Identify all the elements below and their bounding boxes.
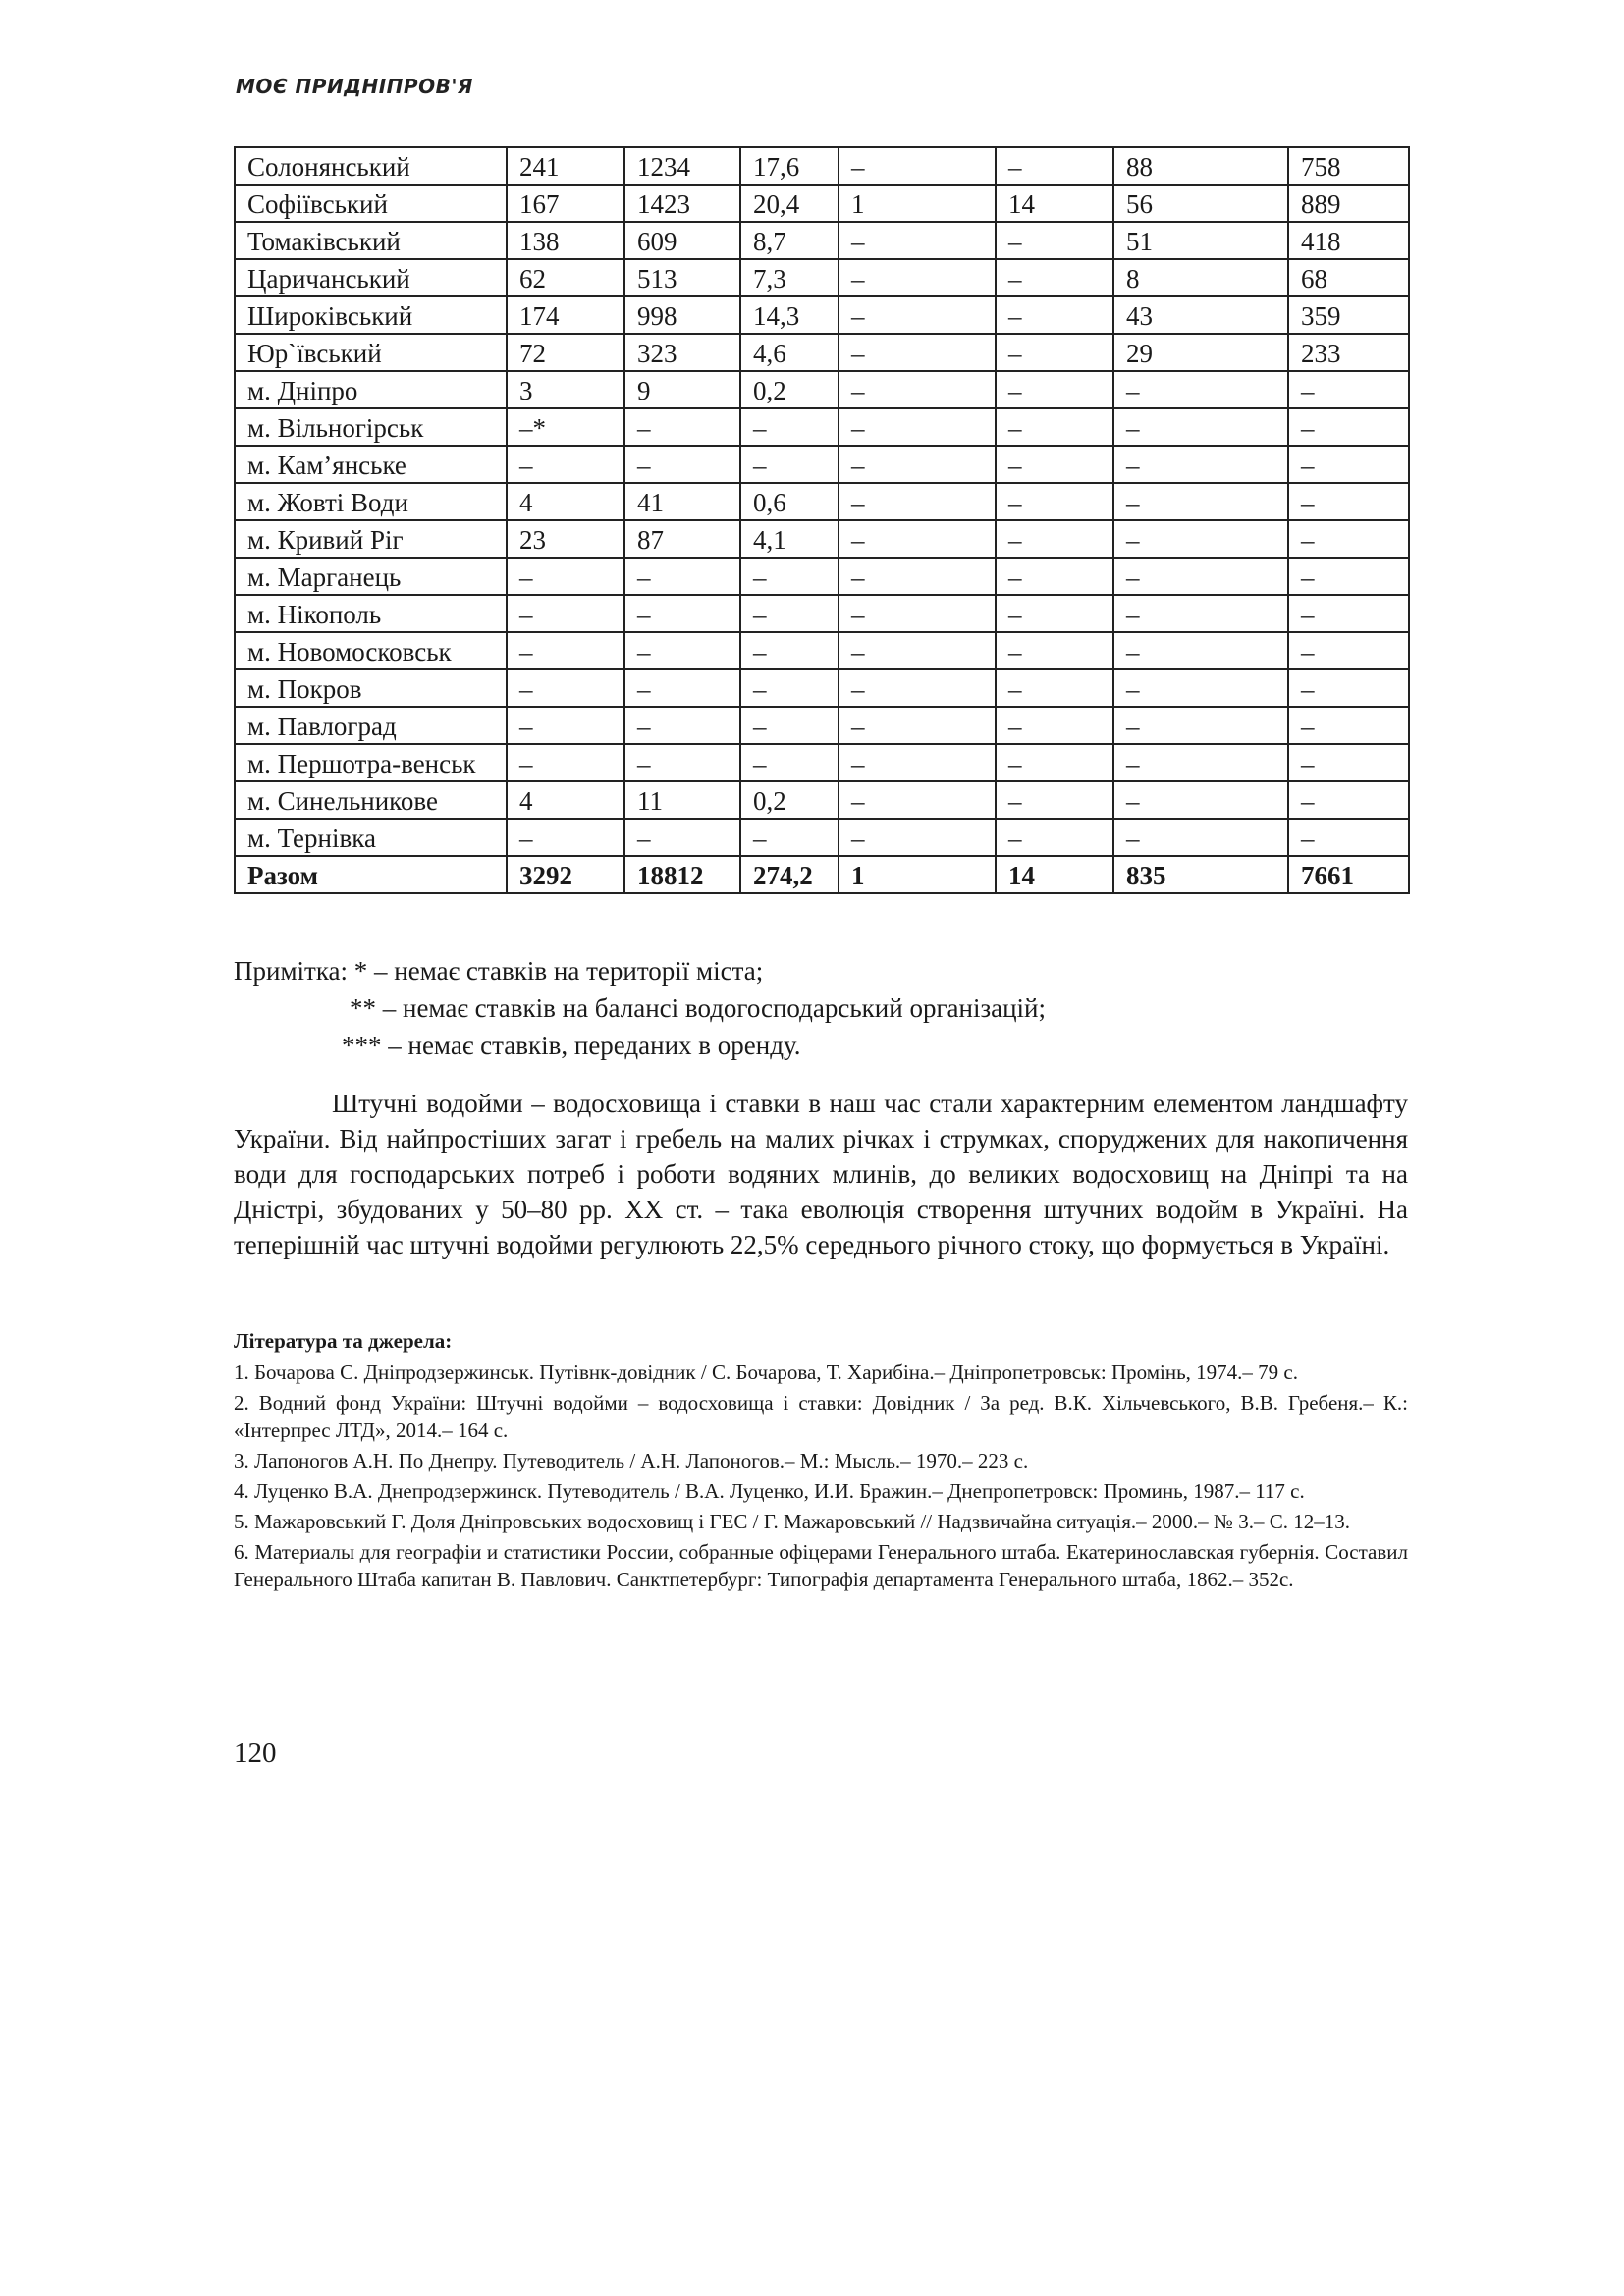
value-cell: – xyxy=(1288,446,1409,483)
value-cell: – xyxy=(624,632,740,669)
district-name-cell: м. Вільногірськ xyxy=(235,408,507,446)
value-cell: – xyxy=(1113,483,1288,520)
value-cell: –* xyxy=(507,408,624,446)
value-cell: 8 xyxy=(1113,259,1288,296)
total-value-cell: 3292 xyxy=(507,856,624,893)
district-name-cell: м. Марганець xyxy=(235,558,507,595)
district-name-cell: м. Кривий Ріг xyxy=(235,520,507,558)
table-row xyxy=(235,446,1409,483)
table-row xyxy=(235,296,1409,334)
value-cell: – xyxy=(839,632,996,669)
value-cell: – xyxy=(1113,408,1288,446)
value-cell: – xyxy=(740,558,839,595)
value-cell: – xyxy=(1113,744,1288,781)
district-name-cell: Юр`ївський xyxy=(235,334,507,371)
value-cell: – xyxy=(624,558,740,595)
table-row xyxy=(235,371,1409,408)
value-cell: – xyxy=(1288,595,1409,632)
value-cell: 4 xyxy=(507,483,624,520)
value-cell: – xyxy=(740,446,839,483)
value-cell: 29 xyxy=(1113,334,1288,371)
district-name-cell: м. Першотра-венськ xyxy=(235,744,507,781)
value-cell: – xyxy=(996,259,1113,296)
reference-item: 6. Материалы для географіи и статистики России, собранные офіцерами Генерального штаба. Екатеринославская губернія. Составил Генерального Штаба капитан В. Павлович. Санктпетербург: Типографія департамента Генерального штаба, 1862.– 352с. xyxy=(234,1540,1408,1591)
table-row xyxy=(235,781,1409,819)
value-cell: 998 xyxy=(624,296,740,334)
district-name-cell: м. Дніпро xyxy=(235,371,507,408)
district-name-cell: м. Тернівка xyxy=(235,819,507,856)
references xyxy=(234,1327,1408,1596)
value-cell: – xyxy=(839,259,996,296)
value-cell: – xyxy=(839,371,996,408)
value-cell: – xyxy=(996,558,1113,595)
table-row xyxy=(235,520,1409,558)
district-name-cell: Софіївський xyxy=(235,185,507,222)
total-value-cell: 274,2 xyxy=(740,856,839,893)
value-cell: – xyxy=(1288,408,1409,446)
value-cell: – xyxy=(507,595,624,632)
value-cell: – xyxy=(996,334,1113,371)
value-cell: – xyxy=(507,744,624,781)
value-cell: 87 xyxy=(624,520,740,558)
value-cell: – xyxy=(996,744,1113,781)
value-cell: – xyxy=(1113,781,1288,819)
value-cell: 4,6 xyxy=(740,334,839,371)
value-cell: – xyxy=(839,558,996,595)
district-name-cell: м. Жовті Води xyxy=(235,483,507,520)
table-row xyxy=(235,147,1409,185)
value-cell: – xyxy=(1113,558,1288,595)
reference-item: 3. Лапоногов А.Н. По Днепру. Путеводитель / А.Н. Лапоногов.– М.: Мысль.– 1970.– 223 с. xyxy=(234,1449,1029,1472)
value-cell: – xyxy=(996,669,1113,707)
value-cell: 14,3 xyxy=(740,296,839,334)
note-line-2: ** – немає ставків на балансі водогосподарський організацій; xyxy=(350,993,1047,1023)
value-cell: 51 xyxy=(1113,222,1288,259)
table-row xyxy=(235,222,1409,259)
value-cell: – xyxy=(839,520,996,558)
value-cell: – xyxy=(839,296,996,334)
value-cell: – xyxy=(1113,707,1288,744)
reference-item: 5. Мажаровський Г. Доля Дніпровських водосховищ і ГЕС / Г. Мажаровський // Надзвичайна ситуація.– 2000.– № 3.– С. 12–13. xyxy=(234,1510,1350,1533)
value-cell: – xyxy=(996,520,1113,558)
value-cell: 0,2 xyxy=(740,781,839,819)
value-cell: 72 xyxy=(507,334,624,371)
value-cell: 23 xyxy=(507,520,624,558)
value-cell: 167 xyxy=(507,185,624,222)
table-body xyxy=(235,147,1409,893)
value-cell: 233 xyxy=(1288,334,1409,371)
page-number: 120 xyxy=(234,1737,277,1769)
value-cell: – xyxy=(1288,707,1409,744)
district-name-cell: Широківський xyxy=(235,296,507,334)
value-cell: 513 xyxy=(624,259,740,296)
total-value-cell: 18812 xyxy=(624,856,740,893)
total-value-cell: 835 xyxy=(1113,856,1288,893)
value-cell: 9 xyxy=(624,371,740,408)
value-cell: – xyxy=(1288,819,1409,856)
references-title: Література та джерела: xyxy=(234,1329,453,1353)
value-cell: – xyxy=(1113,669,1288,707)
value-cell: – xyxy=(1288,632,1409,669)
value-cell: 14 xyxy=(996,185,1113,222)
value-cell: 11 xyxy=(624,781,740,819)
value-cell: 3 xyxy=(507,371,624,408)
total-label-cell: Разом xyxy=(235,856,507,893)
district-name-cell: м. Синельникове xyxy=(235,781,507,819)
value-cell: 7,3 xyxy=(740,259,839,296)
value-cell: – xyxy=(507,446,624,483)
value-cell: 889 xyxy=(1288,185,1409,222)
value-cell: 359 xyxy=(1288,296,1409,334)
value-cell: – xyxy=(839,147,996,185)
district-name-cell: Томаківський xyxy=(235,222,507,259)
value-cell: – xyxy=(1113,446,1288,483)
value-cell: – xyxy=(507,819,624,856)
value-cell: – xyxy=(839,819,996,856)
value-cell: 4 xyxy=(507,781,624,819)
value-cell: – xyxy=(624,595,740,632)
value-cell: – xyxy=(839,446,996,483)
value-cell: 8,7 xyxy=(740,222,839,259)
value-cell: 17,6 xyxy=(740,147,839,185)
table-row xyxy=(235,669,1409,707)
value-cell: – xyxy=(839,408,996,446)
table-row xyxy=(235,632,1409,669)
district-name-cell: м. Покров xyxy=(235,669,507,707)
value-cell: – xyxy=(624,669,740,707)
value-cell: – xyxy=(839,744,996,781)
value-cell: – xyxy=(740,669,839,707)
value-cell: 20,4 xyxy=(740,185,839,222)
value-cell: 0,2 xyxy=(740,371,839,408)
value-cell: 68 xyxy=(1288,259,1409,296)
value-cell: – xyxy=(740,408,839,446)
note-line-1: Примітка: * – немає ставків на території міста; xyxy=(234,956,764,986)
value-cell: – xyxy=(624,819,740,856)
value-cell: – xyxy=(624,744,740,781)
value-cell: – xyxy=(839,707,996,744)
value-cell: – xyxy=(996,446,1113,483)
value-cell: – xyxy=(1113,595,1288,632)
district-name-cell: Солонянський xyxy=(235,147,507,185)
value-cell: – xyxy=(740,819,839,856)
value-cell: – xyxy=(839,483,996,520)
value-cell: 138 xyxy=(507,222,624,259)
value-cell: – xyxy=(507,669,624,707)
value-cell: 0,6 xyxy=(740,483,839,520)
value-cell: – xyxy=(1113,819,1288,856)
reference-item: 2. Водний фонд України: Штучні водойми – водосховища і ставки: Довідник / За ред. В.К. Хільчевського, В.В. Гребеня.– К.: «Інтерпрес ЛТД», 2014.– 164 с. xyxy=(234,1391,1408,1442)
value-cell: 323 xyxy=(624,334,740,371)
statistics-table xyxy=(234,146,1410,894)
value-cell: 241 xyxy=(507,147,624,185)
value-cell: – xyxy=(507,707,624,744)
value-cell: 1 xyxy=(839,185,996,222)
value-cell: – xyxy=(1288,520,1409,558)
value-cell: – xyxy=(1288,669,1409,707)
value-cell: 4,1 xyxy=(740,520,839,558)
table-row xyxy=(235,334,1409,371)
table-row xyxy=(235,819,1409,856)
value-cell: – xyxy=(507,632,624,669)
total-value-cell: 7661 xyxy=(1288,856,1409,893)
value-cell: – xyxy=(996,707,1113,744)
value-cell: – xyxy=(996,222,1113,259)
value-cell: – xyxy=(624,446,740,483)
note-line-3: *** – немає ставків, переданих в оренду. xyxy=(342,1031,801,1060)
value-cell: – xyxy=(1288,483,1409,520)
value-cell: – xyxy=(996,371,1113,408)
value-cell: – xyxy=(740,744,839,781)
body-paragraph: Штучні водойми – водосховища і ставки в наш час стали характерним елементом ландшафту України. Від найпростіших загат і гребель на малих річках і струмках, споруджених для накопичення води для господарських потреб і роботи водяних млинів, до великих водосховищ на Дніпрі та на Дністрі, збудованих у 50–80 рр. ХХ ст. – така еволюція створення штучних водойм в Україні. На теперішній час штучні водойми регулюють 22,5% середнього річного стоку, що формується в Україні. xyxy=(234,1089,1408,1259)
value-cell: – xyxy=(1288,558,1409,595)
district-name-cell: м. Павлоград xyxy=(235,707,507,744)
value-cell: 174 xyxy=(507,296,624,334)
value-cell: 41 xyxy=(624,483,740,520)
total-value-cell: 1 xyxy=(839,856,996,893)
value-cell: – xyxy=(996,595,1113,632)
table-row xyxy=(235,483,1409,520)
value-cell: 62 xyxy=(507,259,624,296)
table-row xyxy=(235,185,1409,222)
value-cell: – xyxy=(839,781,996,819)
value-cell: – xyxy=(839,222,996,259)
value-cell: 758 xyxy=(1288,147,1409,185)
reference-item: 1. Бочарова С. Дніпродзержинськ. Путівнк-довідник / С. Бочарова, Т. Харибіна.– Дніпропетровськ: Промінь, 1974.– 79 с. xyxy=(234,1361,1298,1384)
table-total-row xyxy=(235,856,1409,893)
table-note xyxy=(234,952,1046,1064)
value-cell: – xyxy=(1113,632,1288,669)
value-cell: – xyxy=(996,147,1113,185)
value-cell: – xyxy=(1288,744,1409,781)
total-value-cell: 14 xyxy=(996,856,1113,893)
table-row xyxy=(235,707,1409,744)
value-cell: – xyxy=(839,669,996,707)
value-cell: 1423 xyxy=(624,185,740,222)
running-head: МОЄ ПРИДНІПРОВ'Я xyxy=(236,75,473,98)
table-row xyxy=(235,408,1409,446)
value-cell: – xyxy=(507,558,624,595)
value-cell: – xyxy=(740,595,839,632)
value-cell: 609 xyxy=(624,222,740,259)
value-cell: 56 xyxy=(1113,185,1288,222)
district-name-cell: м. Нікополь xyxy=(235,595,507,632)
reference-item: 4. Луценко В.А. Днепродзержинск. Путеводитель / В.А. Луценко, И.И. Бражин.– Днепропетровск: Проминь, 1987.– 117 с. xyxy=(234,1479,1305,1503)
value-cell: – xyxy=(1288,371,1409,408)
value-cell: – xyxy=(1113,371,1288,408)
table-row xyxy=(235,744,1409,781)
value-cell: 1234 xyxy=(624,147,740,185)
value-cell: – xyxy=(996,296,1113,334)
value-cell: – xyxy=(624,707,740,744)
table-row xyxy=(235,595,1409,632)
value-cell: – xyxy=(839,334,996,371)
value-cell: – xyxy=(996,781,1113,819)
value-cell: – xyxy=(740,632,839,669)
value-cell: – xyxy=(839,595,996,632)
district-name-cell: м. Новомосковськ xyxy=(235,632,507,669)
value-cell: – xyxy=(996,632,1113,669)
table-row xyxy=(235,259,1409,296)
value-cell: 43 xyxy=(1113,296,1288,334)
value-cell: – xyxy=(996,483,1113,520)
table-row xyxy=(235,558,1409,595)
value-cell: – xyxy=(1113,520,1288,558)
value-cell: – xyxy=(740,707,839,744)
value-cell: – xyxy=(1288,781,1409,819)
value-cell: 418 xyxy=(1288,222,1409,259)
value-cell: – xyxy=(996,408,1113,446)
district-name-cell: м. Кам’янське xyxy=(235,446,507,483)
value-cell: – xyxy=(624,408,740,446)
value-cell: – xyxy=(996,819,1113,856)
district-name-cell: Царичанський xyxy=(235,259,507,296)
value-cell: 88 xyxy=(1113,147,1288,185)
